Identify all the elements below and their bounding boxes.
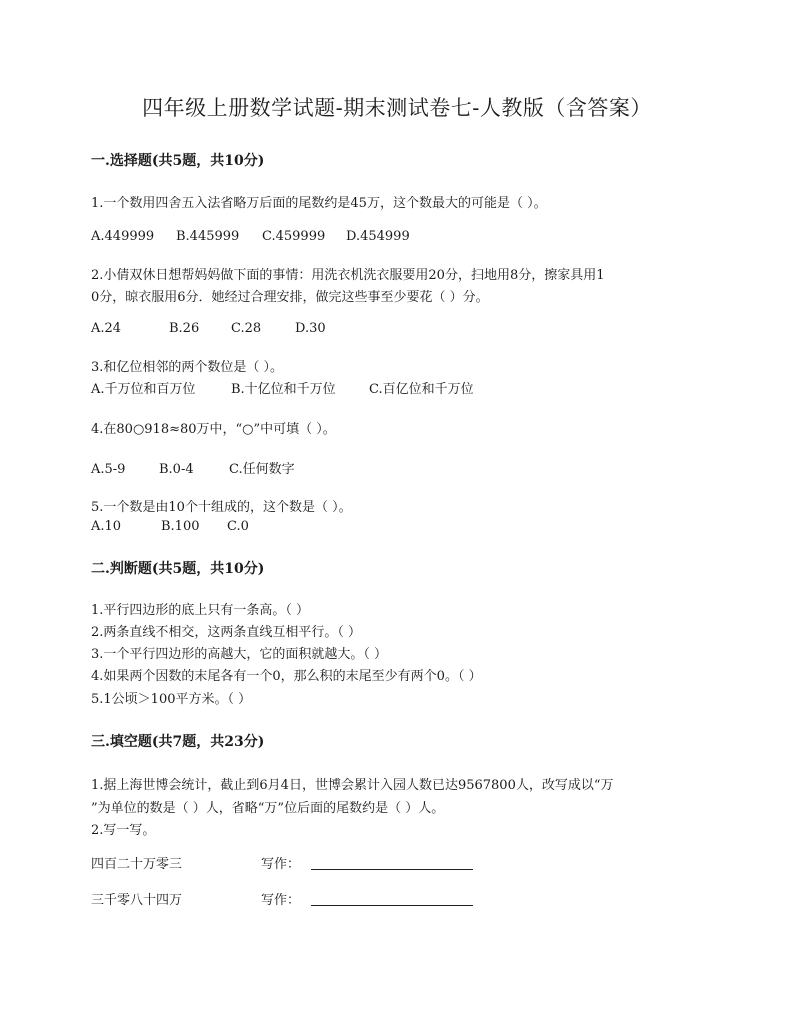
- question-judgment-5: 5.1公顷＞100平方米。（ ）: [91, 692, 252, 707]
- question-choice-4-options: [91, 458, 295, 477]
- question-fill-1-line1: 1.据上海世博会统计，截止到6月4日，世博会累计入园人数已达9567800人，改写成以“万: [91, 778, 614, 793]
- option-b: B.100: [161, 519, 200, 534]
- question-choice-4: 4.在80○918≈80万中，“○”中可填（ ）。: [91, 422, 336, 437]
- option-c: C.任何数字: [229, 462, 295, 477]
- question-choice-3-options: [91, 378, 474, 397]
- answer-blank[interactable]: [311, 893, 473, 906]
- write-row: [91, 889, 473, 908]
- section-heading-judgment: 二.判断题(共5题，共10分): [91, 561, 265, 577]
- write-row: [91, 853, 473, 872]
- question-fill-1-line2: ”为单位的数是（ ）人，省略“万”位后面的尾数约是（ ）人。: [91, 801, 445, 816]
- option-b: B.0-4: [159, 462, 194, 477]
- question-judgment-3: 3.一个平行四边形的高越大，它的面积就越大。（ ）: [91, 647, 388, 662]
- option-b: B.十亿位和千万位: [231, 382, 336, 397]
- option-b: B.445999: [176, 229, 240, 244]
- question-choice-2-line2: 0分，晾衣服用6分．她经过合理安排，做完这些事至少要花（ ）分。: [91, 290, 489, 305]
- question-judgment-1: 1.平行四边形的底上只有一条高。（ ）: [91, 603, 310, 618]
- option-a: A.5-9: [91, 462, 126, 477]
- page-title: 四年级上册数学试题-期末测试卷七-人教版（含答案）: [142, 96, 652, 120]
- question-choice-1: 1.一个数用四舍五入法省略万后面的尾数约是45万，这个数最大的可能是（ ）。: [91, 196, 547, 211]
- section-heading-choice: 一.选择题(共5题，共10分): [91, 153, 265, 169]
- number-words: 四百二十万零三: [91, 857, 183, 872]
- answer-blank[interactable]: [311, 857, 473, 870]
- question-fill-2: 2.写一写。: [91, 823, 156, 838]
- question-choice-3: 3.和亿位相邻的两个数位是（ ）。: [91, 360, 284, 375]
- question-choice-2-options: [91, 321, 326, 336]
- option-c: C.459999: [262, 229, 326, 244]
- question-judgment-4: 4.如果两个因数的末尾各有一个0，那么积的末尾至少有两个0。（ ）: [91, 669, 482, 684]
- number-words: 三千零八十四万: [91, 893, 183, 908]
- question-choice-5-options: [91, 519, 249, 534]
- option-c: C.百亿位和千万位: [369, 382, 474, 397]
- question-choice-2-line1: 2.小倩双休日想帮妈妈做下面的事情：用洗衣机洗衣服要用20分，扫地用8分，擦家具用1: [91, 268, 605, 283]
- option-a: A.10: [91, 519, 122, 534]
- section-heading-fill: 三.填空题(共7题，共23分): [91, 734, 265, 750]
- option-b: B.26: [169, 321, 200, 336]
- option-a: A.24: [91, 321, 122, 336]
- option-d: D.454999: [346, 229, 410, 244]
- question-choice-1-options: [91, 229, 410, 244]
- option-c: C.0: [227, 519, 249, 534]
- question-judgment-2: 2.两条直线不相交，这两条直线互相平行。（ ）: [91, 625, 362, 640]
- write-label: 写作：: [261, 857, 301, 872]
- write-label: 写作：: [261, 893, 301, 908]
- option-d: D.30: [295, 321, 326, 336]
- option-c: C.28: [231, 321, 262, 336]
- question-choice-5: 5.一个数是由10个十组成的，这个数是（ ）。: [91, 500, 352, 515]
- option-a: A.449999: [91, 229, 155, 244]
- option-a: A.千万位和百万位: [91, 382, 196, 397]
